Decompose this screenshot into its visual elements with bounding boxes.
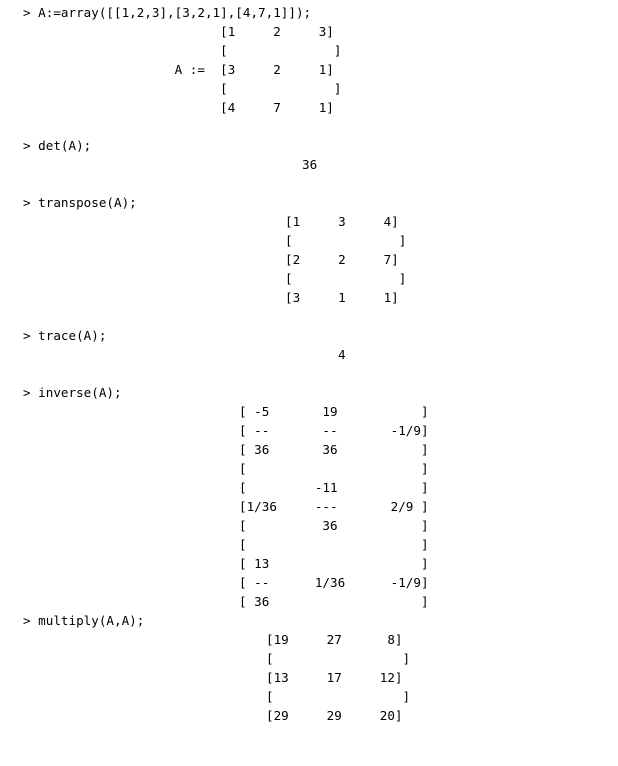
trace-output: 4	[338, 347, 346, 362]
command-line-transpose: > transpose(A);	[23, 195, 137, 210]
command-line-trace: > trace(A);	[23, 328, 107, 343]
command-line-inverse: > inverse(A);	[23, 385, 122, 400]
transpose-output: [1 3 4] [ ] [2 2 7] [ ] [3 1 1]	[285, 214, 407, 305]
command-line-det: > det(A);	[23, 138, 92, 153]
matrix-a-output: [1 2 3] [ ] A := [3 2 1] [ ] [4 7 1]	[174, 24, 342, 115]
det-output: 36	[302, 157, 318, 172]
inverse-output: [ -5 19 ] [ -- -- -1/9] [ 36 36 ] [ ] [ -11 ] [1/36 --- 2/9 ] [ 36 ] [ ] [ 13 ] [ -- 1/36 -1/9] [ 36 ]	[239, 404, 429, 609]
command-line-array: > A:=array([[1,2,3],[3,2,1],[4,7,1]]);	[23, 5, 312, 20]
command-line-multiply: > multiply(A,A);	[23, 613, 145, 628]
multiply-output: [19 27 8] [ ] [13 17 12] [ ] [29 29 20]	[266, 632, 411, 723]
